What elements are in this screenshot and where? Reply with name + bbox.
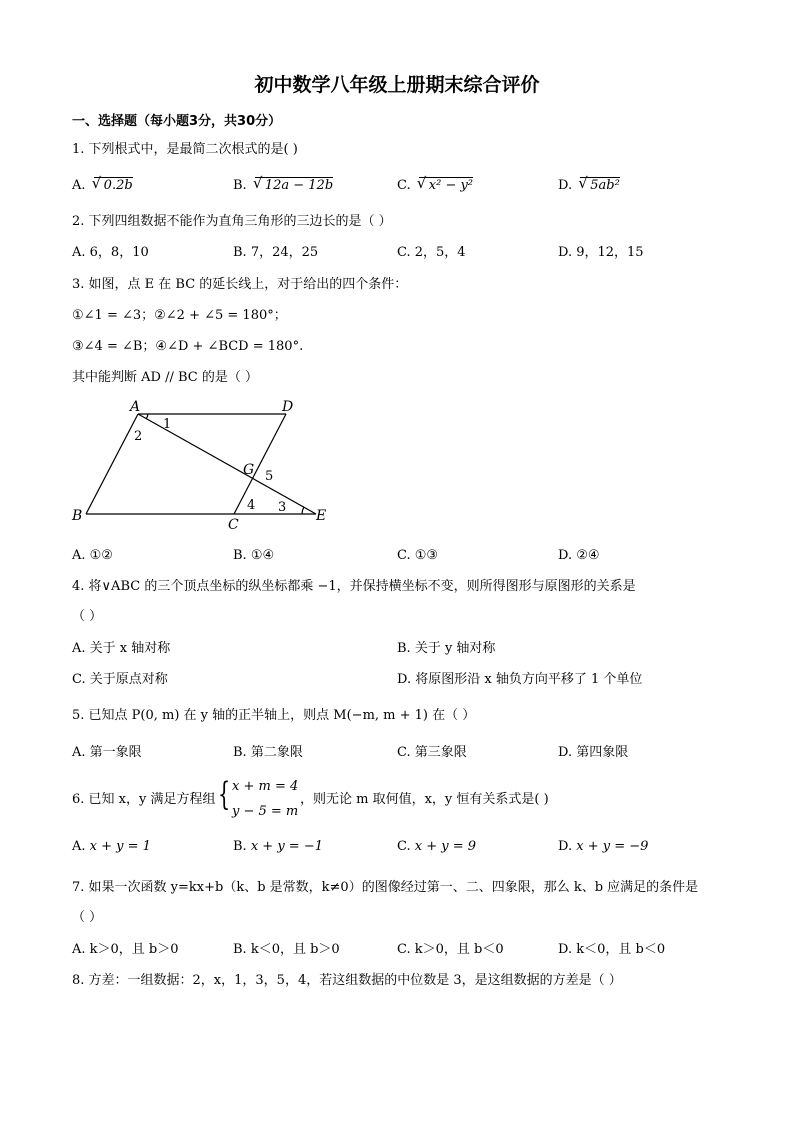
geometry-figure [66,394,346,534]
q4-option-c[interactable]: C. 关于原点对称 [72,672,168,687]
option-label: C. [397,839,411,854]
question-3-stem: 3. 如图，点 E 在 BC 的延长线上，对于给出的四个条件： [72,277,408,292]
question-7-stem: 7. 如果一次函数 y=kx+b（k、b 是常数，k≠0）的图像经过第一、二、四象限，那么 k、b 应满足的条件是 [72,880,699,895]
q1-option-b[interactable] [233,177,333,194]
question-4-stem: 4. 将∨ABC 的三个顶点坐标的纵坐标都乘 −1，并保持横坐标不变，则所得图形与原图形的关系是 [72,579,636,594]
question-3-conditions-1: ①∠1 = ∠3；②∠2 + ∠5 = 180°； [72,308,287,323]
option-label: A. [72,178,86,193]
point-label-e: E [316,508,327,524]
angle-label-1: 1 [163,417,172,432]
q4-option-b[interactable]: B. 关于 y 轴对称 [397,641,496,656]
q4-option-d[interactable]: D. 将原图形沿 x 轴负方向平移了 1 个单位 [397,672,643,687]
option-label: D. [558,839,573,854]
q4-option-a[interactable]: A. 关于 x 轴对称 [72,641,171,656]
option-label: A. [72,839,86,854]
question-2-stem: 2. 下列四组数据不能作为直角三角形的三边长的是（ ） [72,214,392,229]
q1-option-c[interactable] [397,177,473,194]
q5-option-c[interactable]: C. 第三象限 [397,745,467,760]
question-6-stem-b: ，则无论 m 取何值，x，y 恒有关系式是( ) [300,792,549,807]
q1-option-d[interactable] [558,177,620,194]
question-6-stem-a: 6. 已知 x，y 满足方程组 [72,792,216,807]
q3-option-a[interactable]: A. ①② [72,548,113,563]
q6-option-c[interactable] [397,839,476,855]
q3-option-d[interactable]: D. ②④ [558,548,600,563]
sqrt-expression: √ x² − y² [419,177,473,194]
option-expression: x + y = 1 [89,839,151,854]
point-label-a: A [130,399,141,415]
q5-option-a[interactable]: A. 第一象限 [72,745,142,760]
q7-option-c[interactable]: C. k＞0，且 b＜0 [397,942,504,957]
option-expression: x + y = −1 [250,839,323,854]
question-3-ask: 其中能判断 AD // BC 的是（ ） [72,370,258,385]
option-expression: x + y = 9 [414,839,477,854]
q1-option-a[interactable] [72,177,133,194]
sqrt-expression: √ 0.2b [94,177,133,194]
point-label-b: B [72,508,83,524]
option-label: B. [233,839,247,854]
option-label: D. [558,178,573,193]
equation-2: y − 5 = m [232,804,299,819]
q7-option-a[interactable]: A. k＞0，且 b＞0 [72,942,179,957]
question-4-stem-cont: （ ） [72,609,103,624]
q3-option-c[interactable]: C. ①③ [397,548,439,563]
q2-option-d[interactable]: D. 9，12，15 [558,245,644,260]
q5-option-b[interactable]: B. 第二象限 [233,745,303,760]
option-label: C. [397,178,411,193]
question-8-stem: 8. 方差：一组数据：2，x，1，3，5，4，若这组数据的中位数是 3，是这组数据的方差是（ ） [72,973,622,988]
angle-label-3: 3 [278,500,287,515]
segment-ab [86,414,138,514]
sqrt-expression: √ 12a − 12b [255,177,333,194]
segment-dc [234,414,286,514]
angle-label-2: 2 [134,429,143,444]
question-1-stem: 1. 下列根式中，是最简二次根式的是( ) [72,142,298,157]
q3-option-b[interactable]: B. ①④ [233,548,275,563]
point-label-g: G [243,462,255,478]
equation-brace: { [218,775,231,813]
angle-label-4: 4 [247,498,256,513]
point-label-c: C [228,517,239,533]
question-7-stem-cont: （ ） [72,910,103,925]
q7-option-b[interactable]: B. k＜0，且 b＞0 [233,942,340,957]
q5-option-d[interactable]: D. 第四象限 [558,745,629,760]
q7-option-d[interactable]: D. k＜0，且 b＜0 [558,942,666,957]
q2-option-c[interactable]: C. 2，5，4 [397,245,466,260]
q6-option-b[interactable] [233,839,323,855]
point-label-d: D [282,399,294,415]
angle-arc-1 [146,414,148,419]
equation-1: x + m = 4 [232,779,299,794]
section-heading: 一、选择题（每小题3分，共30分） [72,114,282,129]
q6-option-d[interactable] [558,839,648,855]
question-3-conditions-2: ③∠4 = ∠B；④∠D + ∠BCD = 180°. [72,339,304,354]
page-title: 初中数学八年级上册期末综合评价 [254,74,540,96]
sqrt-expression: √ 5ab² [580,177,620,194]
q6-option-a[interactable] [72,839,151,855]
question-5-stem: 5. 已知点 P(0, m) 在 y 轴的正半轴上，则点 M(−m, m + 1) 在（ ） [72,708,476,723]
angle-arc-3 [302,507,304,514]
option-label: B. [233,178,247,193]
option-expression: x + y = −9 [576,839,649,854]
q2-option-b[interactable]: B. 7，24，25 [233,245,319,260]
angle-label-5: 5 [265,469,274,484]
q2-option-a[interactable]: A. 6，8，10 [72,245,149,260]
